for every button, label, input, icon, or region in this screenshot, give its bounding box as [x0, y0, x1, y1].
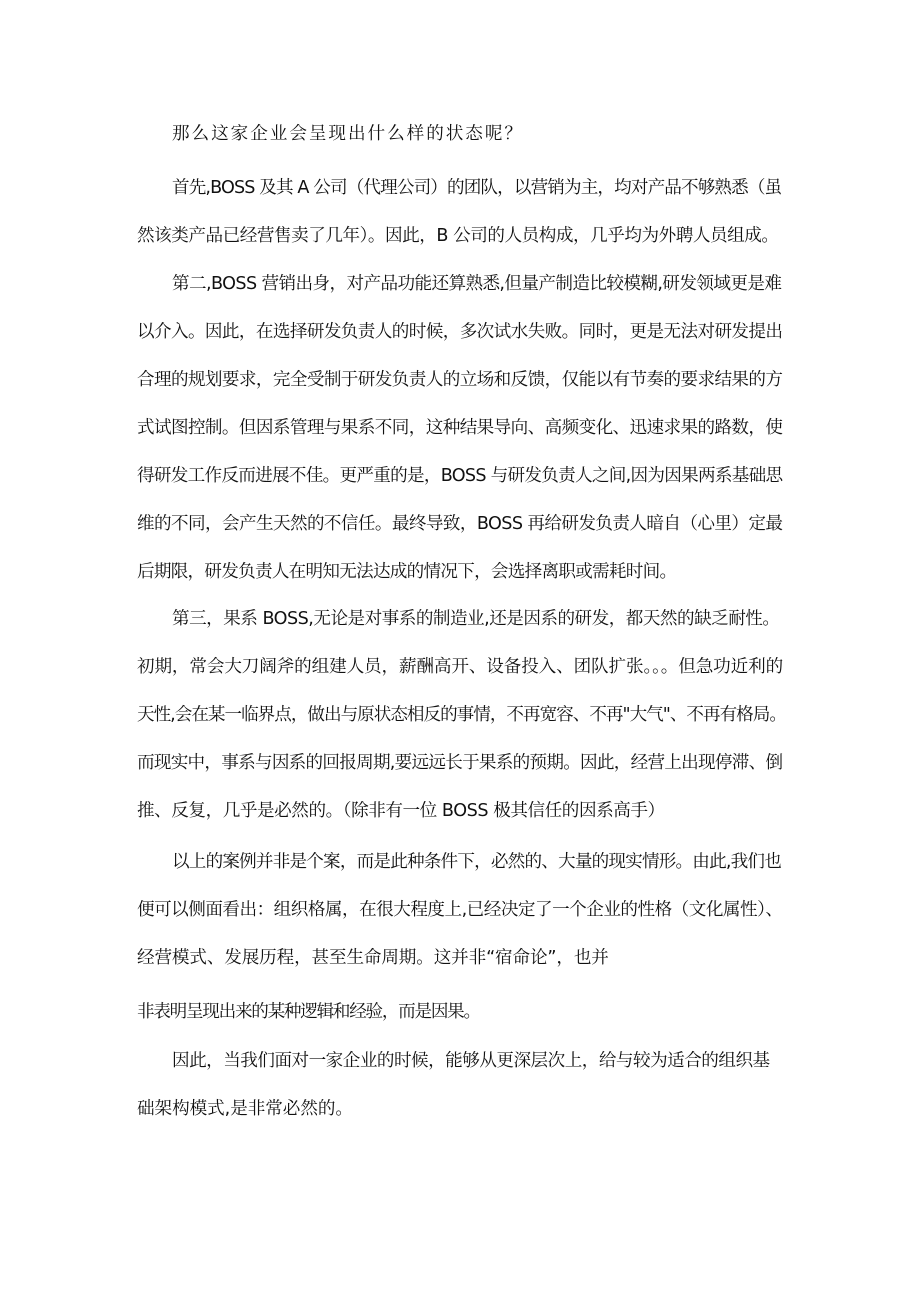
paragraph-6-line-1: 非表明呈现出来的某种逻辑和经验，而是因果。	[137, 1002, 480, 1022]
paragraph-5-line-1: 以上的案例并非是个案，而是此种条件下，必然的、大量的现实情形。由此,我们也	[172, 852, 782, 872]
paragraph-2-line-1: 首先,BOSS 及其 A 公司（代理公司）的团队，以营销为主，均对产品不够熟悉（虽	[172, 178, 782, 198]
paragraph-3-line-2: 以介入。因此，在选择研发负责人的时候，多次试水失败。同时，更是无法对研发提出	[137, 322, 783, 342]
paragraph-4-line-3: 天性,会在某一临界点，做出与原状态相反的事情，不再宽容、不再"大气"、不再有格局。	[137, 705, 786, 725]
paragraph-7-line-1: 因此，当我们面对一家企业的时候，能够从更深层次上，给与较为适合的组织基	[172, 1051, 770, 1071]
paragraph-7-line-2: 础架构模式,是非常必然的。	[137, 1099, 353, 1119]
paragraph-3-line-5: 得研发工作反而进展不佳。更严重的是，BOSS 与研发负责人之间,因为因果两系基础思	[137, 466, 783, 486]
paragraph-1-line-1: 那么这家企业会呈现出什么样的状态呢？	[172, 124, 524, 144]
paragraph-2-line-2: 然该类产品已经营售卖了几年）。因此，B 公司的人员构成，几乎均为外聘人员组成。	[137, 226, 779, 246]
paragraph-5-line-3: 经营模式、发展历程，甚至生命周期。这并非“宿命论”，也并	[137, 948, 609, 968]
paragraph-4-line-5: 推、反复，几乎是必然的。（除非有一位 BOSS 极其信任的因系高手）	[137, 801, 665, 821]
paragraph-5-line-2: 便可以侧面看出：组织格属，在很大程度上,已经决定了一个企业的性格（文化属性）、	[137, 900, 783, 920]
paragraph-4-line-4: 而现实中，事系与因系的回报周期,要远远长于果系的预期。因此，经营上出现停滞、倒	[137, 753, 783, 773]
paragraph-3-line-4: 式试图控制。但因系管理与果系不同，这种结果导向、高频变化、迅速求果的路数，使	[137, 418, 783, 438]
paragraph-3-line-3: 合理的规划要求，完全受制于研发负责人的立场和反馈，仅能以有节奏的要求结果的方	[137, 370, 783, 390]
paragraph-4-line-1: 第三，果系 BOSS,无论是对事系的制造业,还是因系的研发，都天然的缺乏耐性。	[172, 609, 780, 629]
paragraph-3-line-6: 维的不同，会产生天然的不信任。最终导致，BOSS 再给研发负责人暗自（心里）定最	[137, 514, 783, 534]
paragraph-4-line-2: 初期，常会大刀阔斧的组建人员，薪酬高开、设备投入、团队扩张。。。但急功近利的	[137, 657, 784, 677]
paragraph-3-line-1: 第二,BOSS 营销出身，对产品功能还算熟悉,但量产制造比较模糊,研发领域更是难	[172, 274, 782, 294]
paragraph-3-line-7: 后期限，研发负责人在明知无法达成的情况下，会选择离职或需耗时间。	[137, 562, 677, 582]
